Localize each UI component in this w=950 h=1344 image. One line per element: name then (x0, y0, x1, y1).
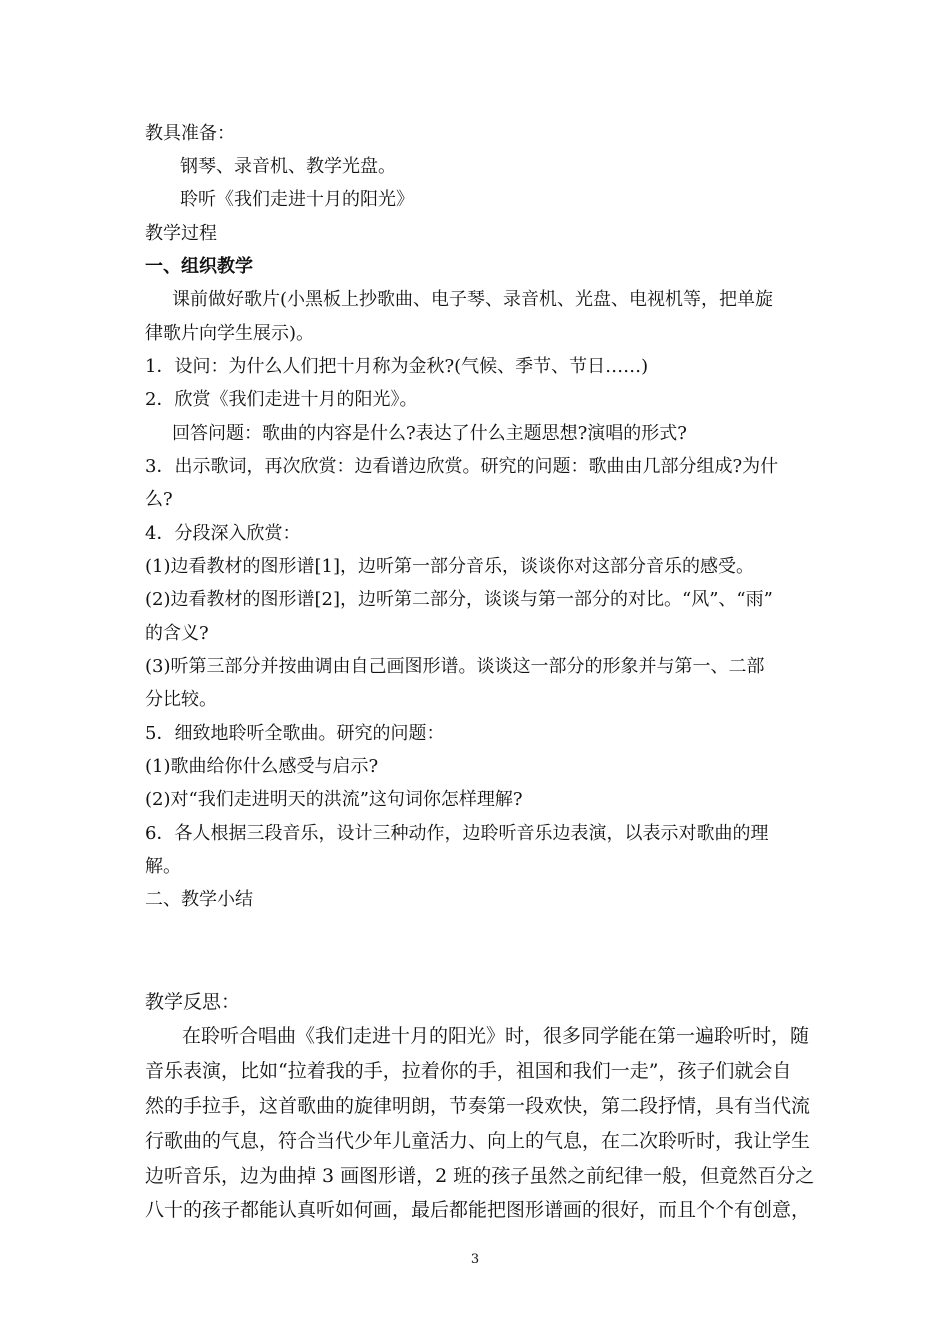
section2-heading: 二、教学小结 (145, 889, 253, 910)
reflection-line: 音乐表演，比如“拉着我的手，拉着你的手，祖国和我们一走”，孩子们就会自 (145, 1060, 792, 1082)
step-4-c-line-2: 分比较。 (145, 689, 217, 710)
step-5-b: (2)对“我们走进明天的洪流”这句词你怎样理解? (145, 789, 523, 810)
step-2: 2．欣赏《我们走进十月的阳光》。 (145, 389, 418, 410)
page-number: 3 (470, 1252, 480, 1267)
reflection-line: 行歌曲的气息，符合当代少年儿童活力、向上的气息，在二次聆听时，我让学生 (145, 1130, 811, 1152)
step-6-line-1: 6．各人根据三段音乐，设计三种动作，边聆听音乐边表演，以表示对歌曲的理 (145, 823, 769, 844)
step-2-question: 回答问题：歌曲的内容是什么?表达了什么主题思想?演唱的形式? (172, 423, 687, 444)
step-3-line-2: 么? (145, 489, 173, 510)
step-4: 4．分段深入欣赏： (145, 523, 301, 544)
step-4-b-line-1: (2)边看教材的图形谱[2]，边听第二部分，谈谈与第一部分的对比。“风”、“雨” (145, 589, 773, 610)
reflection-line: 边听音乐，边为曲掉 3 画图形谱，2 班的孩子虽然之前纪律一般，但竟然百分之 (145, 1165, 815, 1187)
intro-line-1: 课前做好歌片(小黑板上抄歌曲、电子琴、录音机、光盘、电视机等，把单旋 (172, 289, 774, 310)
step-4-a: (1)边看教材的图形谱[1]，边听第一部分音乐，谈谈你对这部分音乐的感受。 (145, 556, 754, 577)
prep-items: 钢琴、录音机、教学光盘。 (180, 156, 396, 177)
step-5: 5．细致地聆听全歌曲。研究的问题： (145, 723, 445, 744)
reflection-heading: 教学反思： (145, 991, 241, 1013)
section1-heading: 一、组织教学 (145, 256, 253, 277)
prep-listen: 聆听《我们走进十月的阳光》 (180, 189, 414, 210)
step-1: 1．设问：为什么人们把十月称为金秋?(气候、季节、节日……) (145, 356, 649, 377)
reflection-line: 然的手拉手，这首歌曲的旋律明朗，节奏第一段欢快，第二段抒情，具有当代流 (145, 1095, 811, 1117)
reflection-line: 八十的孩子都能认真听如何画，最后都能把图形谱画的很好，而且个个有创意， (145, 1199, 811, 1221)
intro-line-2: 律歌片向学生展示)。 (145, 323, 315, 344)
step-6-line-2: 解。 (145, 856, 181, 877)
process-heading: 教学过程 (145, 223, 217, 244)
step-3-line-1: 3．出示歌词，再次欣赏：边看谱边欣赏。研究的问题：歌曲由几部分组成?为什 (145, 456, 779, 477)
step-5-a: (1)歌曲给你什么感受与启示? (145, 756, 379, 777)
reflection-line: 在聆听合唱曲《我们走进十月的阳光》时，很多同学能在第一遍聆听时，随 (182, 1025, 810, 1047)
prep-heading: 教具准备： (145, 123, 235, 144)
step-4-b-line-2: 的含义? (145, 623, 209, 644)
step-4-c-line-1: (3)听第三部分并按曲调由自己画图形谱。谈谈这一部分的形象并与第一、二部 (145, 656, 765, 677)
